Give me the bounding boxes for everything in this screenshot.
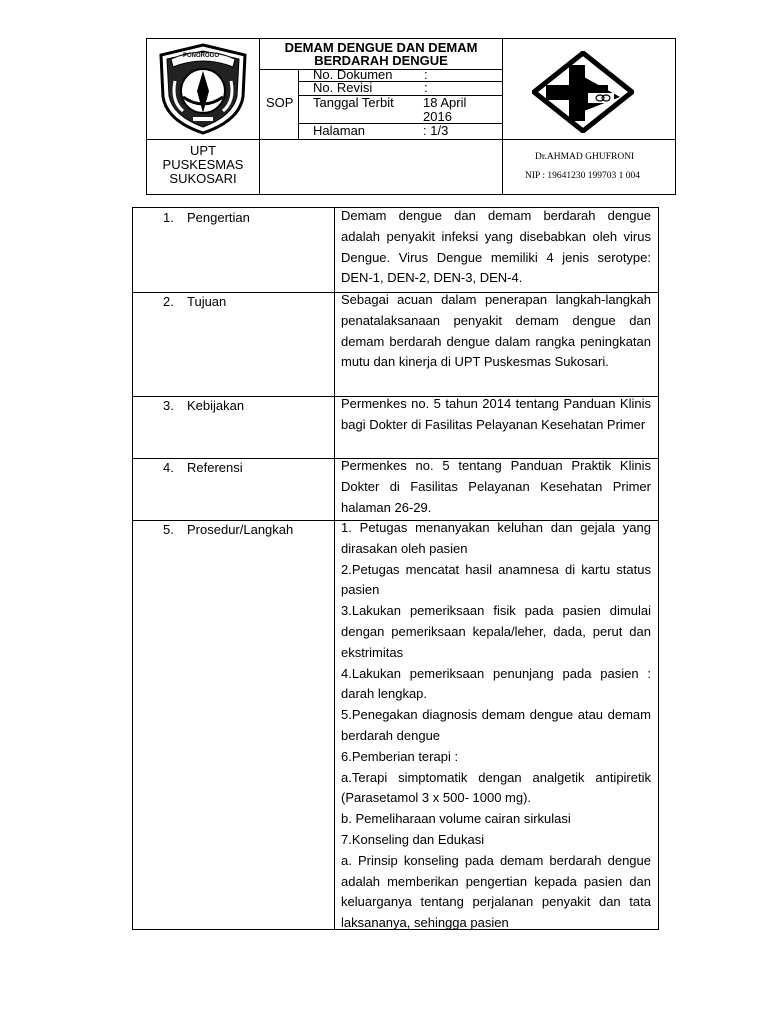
content-line: 2.Petugas mencatat hasil anamnesa di kartu status pasien <box>341 561 651 598</box>
field-value-halaman: : 1/3 <box>423 123 449 138</box>
row-number: 1. <box>163 210 174 225</box>
signer-name: Dr.AHMAD GHUFRONI <box>535 152 635 162</box>
field-label-no-revisi: No. Revisi <box>313 80 373 95</box>
row-content <box>341 394 651 436</box>
content-line: 1. Petugas menanyakan keluhan dan gejala yang dirasakan oleh pasien <box>341 520 651 556</box>
sop-label: SOP <box>266 95 294 110</box>
row-number: 2. <box>163 294 174 309</box>
content-line: Permenkes no. 5 tentang Panduan Praktik Klinis Dokter di Fasilitas Pelayanan Kesehatan Primer halaman 26-29. <box>341 458 651 515</box>
sop-header <box>146 38 676 195</box>
field-label-tanggal-terbit: Tanggal Terbit <box>313 95 394 110</box>
content-line: b. Pemeliharaan volume cairan sirkulasi <box>341 811 571 827</box>
org-line-2: PUSKESMAS <box>162 157 244 172</box>
content-line: a. Prinsip konseling pada demam berdarah dengue adalah memberikan pengertian kepada pasien dan keluarganya tentang perjalanan penyakit dan tata laksananya, sehingga pasien <box>341 852 651 931</box>
row-content <box>341 206 651 289</box>
ponorogo-logo <box>153 41 253 137</box>
field-value-no-revisi: : <box>424 80 428 95</box>
org-line-3: SUKOSARI <box>169 171 237 186</box>
org-name <box>147 144 259 186</box>
row-label: Pengertian <box>187 210 250 225</box>
content-line: a.Terapi simptomatik dengan analgetik antipiretik (Parasetamol 3 x 500- 1000 mg). <box>341 769 651 806</box>
field-label-no-dokumen: No. Dokumen <box>313 67 393 82</box>
document-title: DEMAM DENGUE DAN DEMAM BERDARAH DENGUE <box>284 40 478 68</box>
row-number: 5. <box>163 522 174 537</box>
content-line: 6.Pemberian terapi : <box>341 748 459 764</box>
content-line: Permenkes no. 5 tahun 2014 tentang Panduan Klinis bagi Dokter di Fasilitas Pelayanan Kesehatan Primer <box>341 396 651 432</box>
content-line: Demam dengue dan demam berdarah dengue adalah penyakit infeksi yang disebabkan oleh virus Dengue. Virus Dengue memiliki 4 jenis serotype: DEN-1, DEN-2, DEN-3, DEN-4. <box>341 208 651 286</box>
sop-content-table <box>132 207 659 930</box>
logo-text: PONOROGO <box>183 53 220 59</box>
field-label-halaman: Halaman <box>313 123 366 138</box>
row-label: Referensi <box>187 460 243 475</box>
content-line: 7.Konseling dan Edukasi <box>341 831 485 847</box>
row-number: 4. <box>163 460 174 475</box>
row-number: 3. <box>163 398 174 413</box>
field-value-tanggal-terbit: 18 April 2016 <box>423 95 467 124</box>
row-label: Tujuan <box>187 294 227 309</box>
signer-nip: NIP : 19641230 199703 1 004 <box>525 171 640 181</box>
row-content <box>341 456 651 518</box>
row-label: Kebijakan <box>187 398 245 413</box>
row-content <box>341 518 651 934</box>
field-value-no-dokumen: : <box>424 67 428 82</box>
row-label: Prosedur/Langkah <box>187 522 294 537</box>
content-line: Sebagai acuan dalam penerapan langkah-langkah penatalaksanaan penyakit demam dengue dan demam berdarah dengue dalam rangka peningkatan mutu dan kinerja di UPT Puskesmas Sukosari. <box>341 292 651 370</box>
row-content <box>341 290 651 373</box>
content-line: 5.Penegakan diagnosis demam dengue atau demam berdarah dengue <box>341 707 651 743</box>
org-line-1: UPT <box>190 143 216 158</box>
content-line: 4.Lakukan pemeriksaan penunjang pada pasien : darah lengkap. <box>341 665 651 702</box>
content-line: 3.Lakukan pemeriksaan fisik pada pasien dimulai dengan pemeriksaan kepala/leher, dada, perut dan ekstrimitas <box>341 603 651 660</box>
puskesmas-logo <box>532 51 634 133</box>
